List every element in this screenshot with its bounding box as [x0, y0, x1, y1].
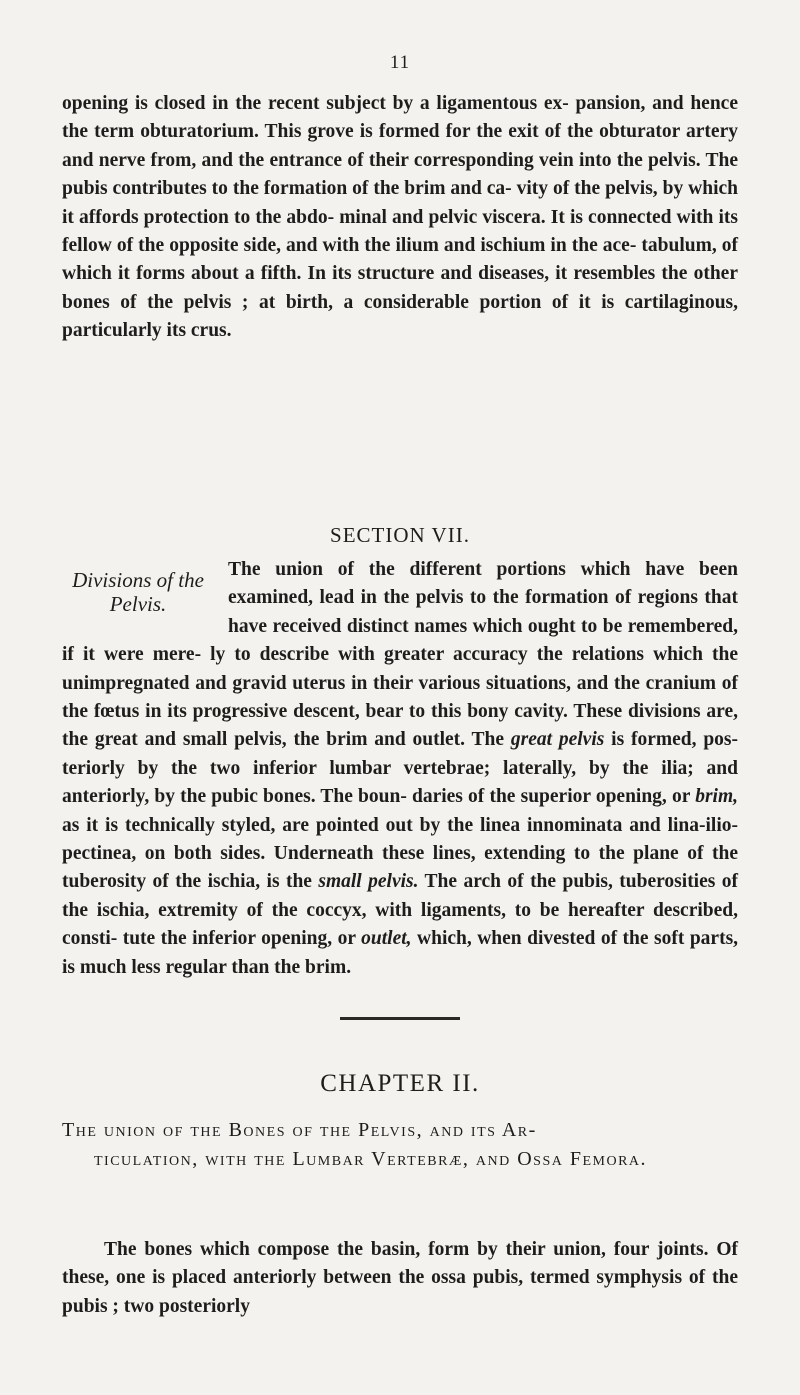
chapter-heading: CHAPTER II. [320, 1070, 480, 1097]
paragraph-joints [62, 1236, 738, 1321]
paragraph-text: opening is closed in the recent subject by a ligamentous ex- pansion, and hence the term obturatorium. This grove is formed for the exit of the obturator artery and nerve from, and the entrance of their corresponding vein into the pelvis. The pubis contributes to the formation of the brim and ca- vity of the pelvis, by which it affords protection to the abdo- minal and pelvic viscera. It is connected with its fellow of the opposite side, and with the ilium and ischium in the ace- tabulum, of which it forms about a fifth. In its structure and diseases, it resembles the other bones of the pelvis ; at birth, a considerable portion of it is cartilaginous, particularly its crus. [62, 93, 738, 342]
term-great-pelvis: great pelvis [510, 729, 605, 751]
chapter-paragraph-text: The bones which compose the basin, form by their union, four joints. Of these, one is placed anteriorly between the ossa pubis, termed symphysis of the pubis ; two posteriorly [62, 1239, 738, 1317]
section-text-part-4: The arch of the pubis, tuberosities of the ischia, extremity of the coccyx, with ligaments, to be hereafter described, consti- tute the inferior opening, or [62, 871, 738, 950]
section-text-part-3: as it is technically styled, are pointed out by the linea innominata and lina-ilio- pectinea, on both sides. Underneath these lines, extending to the plane of the tuberosity of the ischia, is the [62, 814, 738, 893]
term-outlet: outlet, [361, 928, 412, 950]
marginal-note [62, 568, 214, 616]
term-brim: brim, [695, 786, 739, 808]
marginal-note-line-1: Divisions of the [72, 568, 204, 592]
section-text-part-5: which, when divested of the soft parts, is much less regular than the brim. [62, 928, 739, 978]
term-small-pelvis: small pelvis. [318, 871, 419, 893]
chapter-title [62, 1116, 738, 1174]
section-text-part-1: The union of the different portions which have been examined, lead in the pelvis to the formation of regions that have received distinct names which ought to be remembered, if it were mere- ly to describe with greater accuracy the relations which the unimpregnated and gravid uterus in their various situations, and the cranium of the fœtus in its progressive descent, bear to this bony cavity. These divisions are, the great and small pelvis, the brim and outlet. The [62, 559, 738, 751]
section-text-part-2: is formed, pos- teriorly by the two inferior lumbar vertebrae; laterally, by the ilia; and anteriorly, by the pubic bones. The boun- daries of the superior opening, or [62, 729, 739, 808]
page-number: 11 [389, 52, 411, 73]
chapter-divider-rule [340, 1017, 460, 1020]
marginal-note-line-2: Pelvis. [109, 592, 167, 616]
paragraph-divisions-of-pelvis [62, 556, 738, 982]
chapter-title-line-2: ticulation, with the Lumbar Vertebræ, and Ossa Femora. [94, 1148, 648, 1170]
section-heading: SECTION VII. [330, 523, 470, 547]
chapter-title-line-1: The union of the Bones of the Pelvis, and its Ar- [62, 1119, 537, 1141]
paragraph-obturatorium [62, 90, 738, 346]
